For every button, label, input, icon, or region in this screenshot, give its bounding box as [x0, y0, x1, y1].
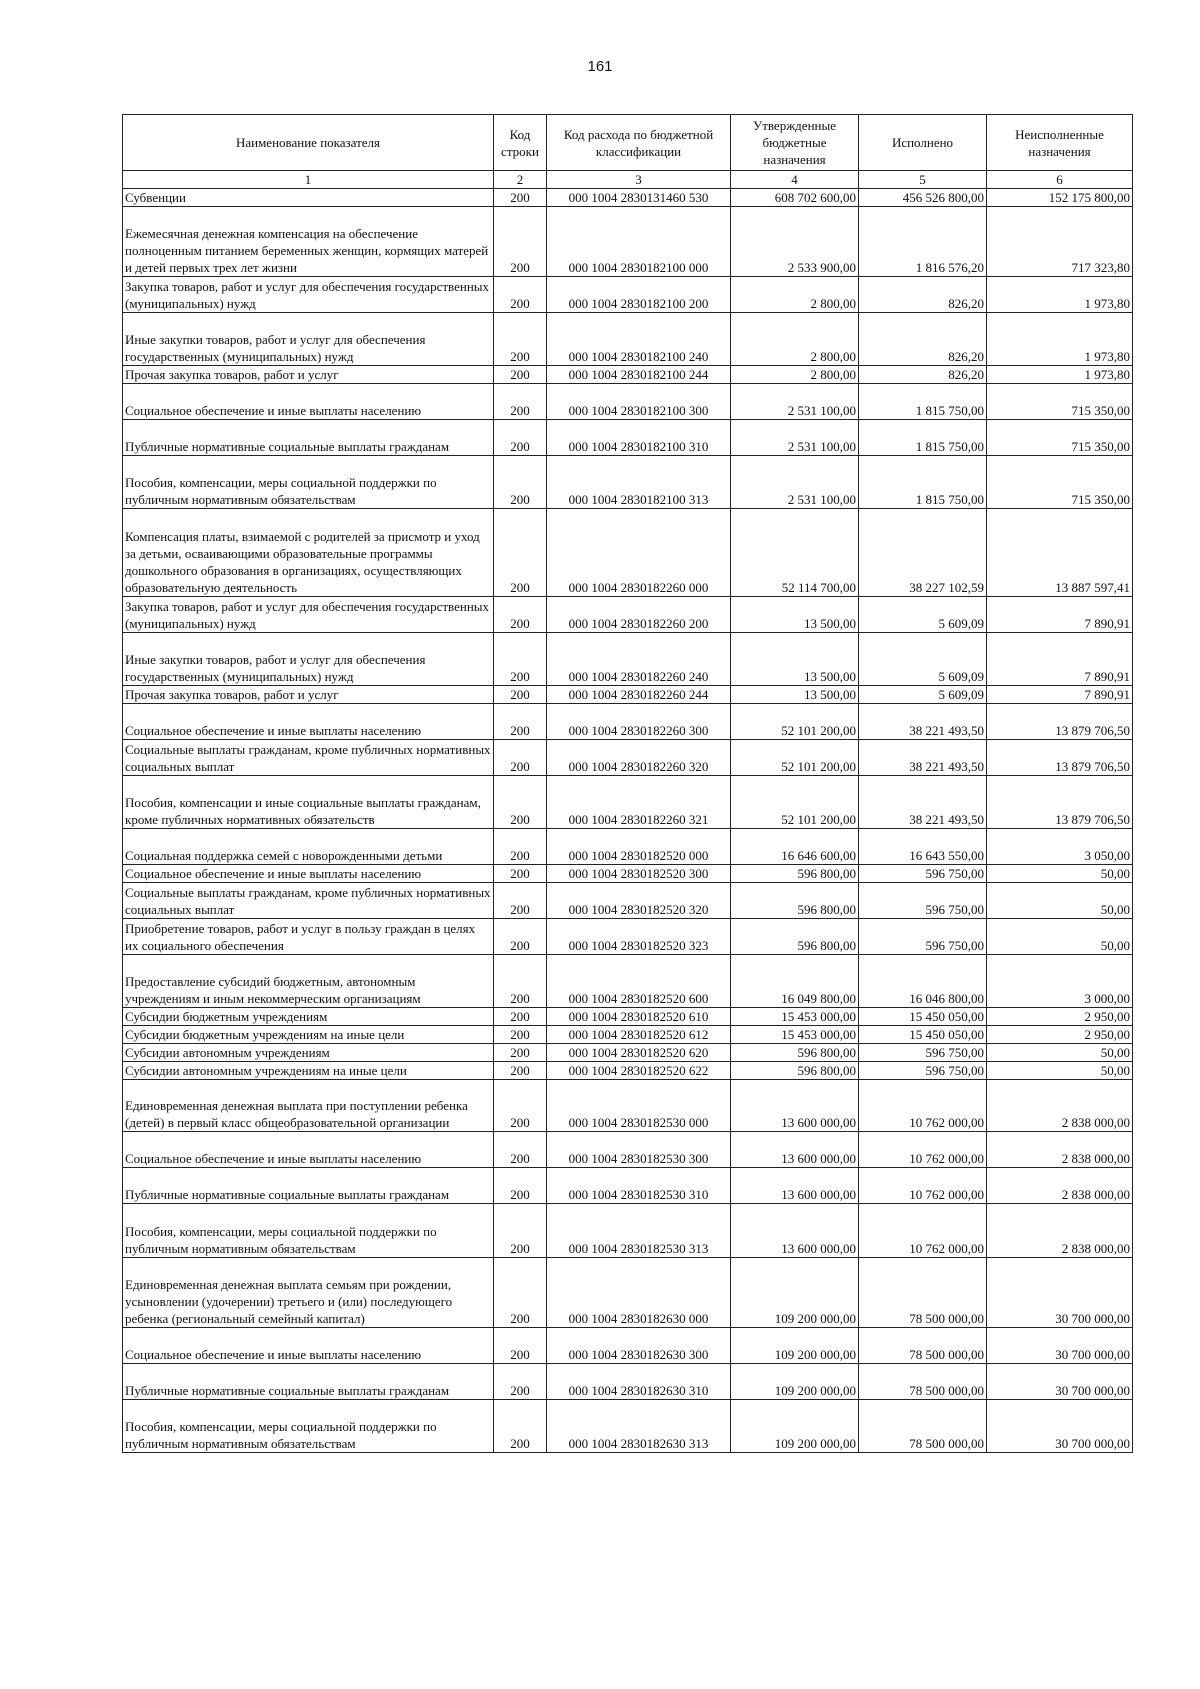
cell-kbk: 000 1004 2830182520 620	[547, 1044, 731, 1062]
cell-kbk: 000 1004 2830182530 000	[547, 1080, 731, 1132]
table-row	[123, 1062, 1133, 1080]
cell-unexecuted: 7 890,91	[987, 597, 1133, 633]
cell-approved: 2 800,00	[731, 366, 859, 384]
cell-executed: 38 227 102,59	[859, 509, 987, 597]
budget-execution-table	[122, 114, 1133, 1453]
cell-code: 200	[494, 1080, 547, 1132]
table-row	[123, 740, 1133, 776]
cell-approved: 2 800,00	[731, 277, 859, 313]
cell-approved: 52 114 700,00	[731, 509, 859, 597]
cell-approved: 13 600 000,00	[731, 1204, 859, 1258]
cell-executed: 16 046 800,00	[859, 955, 987, 1008]
cell-executed: 826,20	[859, 277, 987, 313]
cell-executed: 15 450 050,00	[859, 1008, 987, 1026]
cell-unexecuted: 1 973,80	[987, 277, 1133, 313]
cell-code: 200	[494, 829, 547, 865]
cell-code: 200	[494, 704, 547, 740]
cell-executed: 1 815 750,00	[859, 384, 987, 420]
table-row	[123, 420, 1133, 456]
cell-approved: 2 531 100,00	[731, 384, 859, 420]
table-row	[123, 686, 1133, 704]
page-number: 161	[587, 58, 613, 75]
cell-approved: 596 800,00	[731, 865, 859, 883]
cell-kbk: 000 1004 2830182520 323	[547, 919, 731, 955]
table-row	[123, 1328, 1133, 1364]
table-row	[123, 704, 1133, 740]
cell-code: 200	[494, 1204, 547, 1258]
cell-name: Публичные нормативные социальные выплаты гражданам	[123, 420, 494, 456]
cell-unexecuted: 3 000,00	[987, 955, 1133, 1008]
cell-name: Иные закупки товаров, работ и услуг для обеспечения государственных (муниципальных) нужд	[123, 633, 494, 686]
table-row	[123, 313, 1133, 366]
table-row	[123, 1044, 1133, 1062]
cell-kbk: 000 1004 2830182100 244	[547, 366, 731, 384]
cell-name: Публичные нормативные социальные выплаты гражданам	[123, 1364, 494, 1400]
cell-unexecuted: 30 700 000,00	[987, 1328, 1133, 1364]
cell-approved: 596 800,00	[731, 883, 859, 919]
cell-name: Пособия, компенсации, меры социальной поддержки по публичным нормативным обязательствам	[123, 456, 494, 509]
cell-unexecuted: 2 838 000,00	[987, 1080, 1133, 1132]
cell-code: 200	[494, 1008, 547, 1026]
cell-code: 200	[494, 1026, 547, 1044]
cell-kbk: 000 1004 2830131460 530	[547, 189, 731, 207]
cell-name: Субсидии бюджетным учреждениям	[123, 1008, 494, 1026]
table-row	[123, 366, 1133, 384]
table-row	[123, 919, 1133, 955]
cell-name: Приобретение товаров, работ и услуг в пользу граждан в целях их социального обеспечения	[123, 919, 494, 955]
cell-executed: 78 500 000,00	[859, 1364, 987, 1400]
table-row	[123, 829, 1133, 865]
cell-executed: 10 762 000,00	[859, 1132, 987, 1168]
cell-kbk: 000 1004 2830182260 300	[547, 704, 731, 740]
cell-code: 200	[494, 686, 547, 704]
cell-executed: 15 450 050,00	[859, 1026, 987, 1044]
cell-unexecuted: 13 879 706,50	[987, 776, 1133, 829]
cell-executed: 1 815 750,00	[859, 456, 987, 509]
cell-unexecuted: 50,00	[987, 883, 1133, 919]
cell-executed: 596 750,00	[859, 1062, 987, 1080]
cell-approved: 15 453 000,00	[731, 1026, 859, 1044]
column-number: 2	[494, 171, 547, 189]
cell-executed: 1 815 750,00	[859, 420, 987, 456]
cell-code: 200	[494, 1364, 547, 1400]
cell-unexecuted: 50,00	[987, 1062, 1133, 1080]
cell-approved: 2 533 900,00	[731, 207, 859, 277]
cell-name: Пособия, компенсации, меры социальной поддержки по публичным нормативным обязательствам	[123, 1400, 494, 1453]
cell-unexecuted: 2 838 000,00	[987, 1132, 1133, 1168]
table-row	[123, 456, 1133, 509]
cell-code: 200	[494, 776, 547, 829]
cell-unexecuted: 717 323,80	[987, 207, 1133, 277]
cell-approved: 52 101 200,00	[731, 740, 859, 776]
cell-name: Социальное обеспечение и иные выплаты населению	[123, 1328, 494, 1364]
cell-name: Субсидии автономным учреждениям	[123, 1044, 494, 1062]
cell-kbk: 000 1004 2830182630 000	[547, 1258, 731, 1328]
cell-name: Субсидии автономным учреждениям на иные цели	[123, 1062, 494, 1080]
cell-unexecuted: 50,00	[987, 865, 1133, 883]
cell-code: 200	[494, 1132, 547, 1168]
cell-kbk: 000 1004 2830182530 300	[547, 1132, 731, 1168]
cell-unexecuted: 30 700 000,00	[987, 1364, 1133, 1400]
cell-code: 200	[494, 420, 547, 456]
cell-executed: 5 609,09	[859, 686, 987, 704]
cell-name: Пособия, компенсации и иные социальные выплаты гражданам, кроме публичных нормативных обязательств	[123, 776, 494, 829]
cell-name: Компенсация платы, взимаемой с родителей за присмотр и уход за детьми, осваивающими образовательные программы дошкольного образования в организациях, осуществляющих образовательную деятельность	[123, 509, 494, 597]
header-approved: Утвержденные бюджетные назначения	[731, 115, 859, 171]
header-code: Код строки	[494, 115, 547, 171]
cell-code: 200	[494, 313, 547, 366]
table-row	[123, 955, 1133, 1008]
cell-approved: 608 702 600,00	[731, 189, 859, 207]
cell-unexecuted: 3 050,00	[987, 829, 1133, 865]
cell-kbk: 000 1004 2830182530 310	[547, 1168, 731, 1204]
column-number: 6	[987, 171, 1133, 189]
column-numbers-row	[123, 171, 1133, 189]
cell-kbk: 000 1004 2830182630 313	[547, 1400, 731, 1453]
cell-executed: 38 221 493,50	[859, 776, 987, 829]
cell-unexecuted: 152 175 800,00	[987, 189, 1133, 207]
cell-unexecuted: 30 700 000,00	[987, 1400, 1133, 1453]
cell-executed: 5 609,09	[859, 633, 987, 686]
cell-unexecuted: 13 879 706,50	[987, 704, 1133, 740]
table-row	[123, 776, 1133, 829]
table-body	[123, 189, 1133, 1453]
cell-code: 200	[494, 207, 547, 277]
cell-approved: 16 646 600,00	[731, 829, 859, 865]
cell-name: Субвенции	[123, 189, 494, 207]
header-executed: Исполнено	[859, 115, 987, 171]
cell-code: 200	[494, 633, 547, 686]
cell-kbk: 000 1004 2830182260 200	[547, 597, 731, 633]
cell-name: Прочая закупка товаров, работ и услуг	[123, 366, 494, 384]
cell-unexecuted: 13 879 706,50	[987, 740, 1133, 776]
cell-kbk: 000 1004 2830182100 300	[547, 384, 731, 420]
cell-approved: 2 800,00	[731, 313, 859, 366]
table-row	[123, 384, 1133, 420]
cell-code: 200	[494, 1062, 547, 1080]
cell-approved: 16 049 800,00	[731, 955, 859, 1008]
table-row	[123, 1400, 1133, 1453]
cell-code: 200	[494, 740, 547, 776]
cell-approved: 15 453 000,00	[731, 1008, 859, 1026]
cell-executed: 10 762 000,00	[859, 1168, 987, 1204]
table-row	[123, 865, 1133, 883]
cell-kbk: 000 1004 2830182520 300	[547, 865, 731, 883]
cell-kbk: 000 1004 2830182100 240	[547, 313, 731, 366]
table-row	[123, 509, 1133, 597]
cell-executed: 10 762 000,00	[859, 1080, 987, 1132]
cell-unexecuted: 7 890,91	[987, 686, 1133, 704]
cell-unexecuted: 2 950,00	[987, 1008, 1133, 1026]
cell-code: 200	[494, 597, 547, 633]
cell-code: 200	[494, 509, 547, 597]
cell-code: 200	[494, 366, 547, 384]
table-header-row	[123, 115, 1133, 171]
table-row	[123, 1168, 1133, 1204]
cell-unexecuted: 50,00	[987, 1044, 1133, 1062]
cell-approved: 13 600 000,00	[731, 1132, 859, 1168]
cell-kbk: 000 1004 2830182520 600	[547, 955, 731, 1008]
cell-name: Предоставление субсидий бюджетным, автономным учреждениям и иным некоммерческим организациям	[123, 955, 494, 1008]
cell-code: 200	[494, 1044, 547, 1062]
cell-executed: 10 762 000,00	[859, 1204, 987, 1258]
cell-name: Единовременная денежная выплата при поступлении ребенка (детей) в первый класс общеобразовательной организации	[123, 1080, 494, 1132]
cell-name: Социальное обеспечение и иные выплаты населению	[123, 704, 494, 740]
cell-name: Иные закупки товаров, работ и услуг для обеспечения государственных (муниципальных) нужд	[123, 313, 494, 366]
cell-approved: 596 800,00	[731, 919, 859, 955]
cell-kbk: 000 1004 2830182100 310	[547, 420, 731, 456]
cell-approved: 13 500,00	[731, 686, 859, 704]
cell-kbk: 000 1004 2830182520 320	[547, 883, 731, 919]
cell-kbk: 000 1004 2830182520 610	[547, 1008, 731, 1026]
table-row	[123, 1026, 1133, 1044]
cell-executed: 5 609,09	[859, 597, 987, 633]
cell-unexecuted: 2 838 000,00	[987, 1168, 1133, 1204]
cell-approved: 2 531 100,00	[731, 420, 859, 456]
column-number: 1	[123, 171, 494, 189]
table-row	[123, 597, 1133, 633]
cell-approved: 52 101 200,00	[731, 776, 859, 829]
cell-approved: 596 800,00	[731, 1062, 859, 1080]
cell-approved: 109 200 000,00	[731, 1400, 859, 1453]
cell-kbk: 000 1004 2830182530 313	[547, 1204, 731, 1258]
cell-name: Социальные выплаты гражданам, кроме публичных нормативных социальных выплат	[123, 883, 494, 919]
column-number: 4	[731, 171, 859, 189]
cell-name: Прочая закупка товаров, работ и услуг	[123, 686, 494, 704]
cell-unexecuted: 7 890,91	[987, 633, 1133, 686]
cell-code: 200	[494, 919, 547, 955]
cell-executed: 456 526 800,00	[859, 189, 987, 207]
cell-code: 200	[494, 865, 547, 883]
cell-kbk: 000 1004 2830182520 000	[547, 829, 731, 865]
cell-code: 200	[494, 277, 547, 313]
cell-unexecuted: 715 350,00	[987, 420, 1133, 456]
cell-kbk: 000 1004 2830182630 310	[547, 1364, 731, 1400]
cell-kbk: 000 1004 2830182260 000	[547, 509, 731, 597]
cell-unexecuted: 50,00	[987, 919, 1133, 955]
cell-executed: 16 643 550,00	[859, 829, 987, 865]
header-kbk: Код расхода по бюджетной классификации	[547, 115, 731, 171]
cell-approved: 109 200 000,00	[731, 1364, 859, 1400]
cell-kbk: 000 1004 2830182260 320	[547, 740, 731, 776]
cell-executed: 78 500 000,00	[859, 1328, 987, 1364]
cell-executed: 78 500 000,00	[859, 1400, 987, 1453]
column-number: 3	[547, 171, 731, 189]
table-row	[123, 1080, 1133, 1132]
cell-code: 200	[494, 1400, 547, 1453]
cell-unexecuted: 2 838 000,00	[987, 1204, 1133, 1258]
cell-unexecuted: 30 700 000,00	[987, 1258, 1133, 1328]
cell-name: Социальные выплаты гражданам, кроме публичных нормативных социальных выплат	[123, 740, 494, 776]
cell-name: Единовременная денежная выплата семьям при рождении, усыновлении (удочерении) третьего и (или) последующего ребенка (региональный семейный капитал)	[123, 1258, 494, 1328]
cell-approved: 52 101 200,00	[731, 704, 859, 740]
cell-name: Социальная поддержка семей с новорожденными детьми	[123, 829, 494, 865]
table-row	[123, 633, 1133, 686]
cell-executed: 596 750,00	[859, 919, 987, 955]
cell-approved: 2 531 100,00	[731, 456, 859, 509]
cell-name: Закупка товаров, работ и услуг для обеспечения государственных (муниципальных) нужд	[123, 277, 494, 313]
cell-approved: 13 600 000,00	[731, 1080, 859, 1132]
cell-executed: 826,20	[859, 366, 987, 384]
cell-name: Ежемесячная денежная компенсация на обеспечение полноценным питанием беременных женщин, кормящих матерей и детей первых трех лет жизни	[123, 207, 494, 277]
cell-code: 200	[494, 1258, 547, 1328]
table-row	[123, 1008, 1133, 1026]
cell-approved: 109 200 000,00	[731, 1258, 859, 1328]
cell-name: Закупка товаров, работ и услуг для обеспечения государственных (муниципальных) нужд	[123, 597, 494, 633]
cell-kbk: 000 1004 2830182100 313	[547, 456, 731, 509]
cell-executed: 38 221 493,50	[859, 704, 987, 740]
table-row	[123, 1364, 1133, 1400]
cell-executed: 596 750,00	[859, 1044, 987, 1062]
cell-executed: 78 500 000,00	[859, 1258, 987, 1328]
cell-approved: 596 800,00	[731, 1044, 859, 1062]
table-row	[123, 883, 1133, 919]
table-row	[123, 189, 1133, 207]
cell-code: 200	[494, 883, 547, 919]
cell-executed: 826,20	[859, 313, 987, 366]
cell-code: 200	[494, 189, 547, 207]
cell-approved: 13 500,00	[731, 597, 859, 633]
cell-name: Социальное обеспечение и иные выплаты населению	[123, 865, 494, 883]
cell-kbk: 000 1004 2830182260 244	[547, 686, 731, 704]
cell-code: 200	[494, 1168, 547, 1204]
cell-name: Субсидии бюджетным учреждениям на иные цели	[123, 1026, 494, 1044]
cell-executed: 38 221 493,50	[859, 740, 987, 776]
cell-code: 200	[494, 456, 547, 509]
cell-kbk: 000 1004 2830182100 000	[547, 207, 731, 277]
cell-executed: 596 750,00	[859, 883, 987, 919]
cell-kbk: 000 1004 2830182260 321	[547, 776, 731, 829]
cell-executed: 1 816 576,20	[859, 207, 987, 277]
header-unexecuted: Неисполненные назначения	[987, 115, 1133, 171]
cell-approved: 13 600 000,00	[731, 1168, 859, 1204]
cell-code: 200	[494, 955, 547, 1008]
cell-approved: 13 500,00	[731, 633, 859, 686]
cell-name: Социальное обеспечение и иные выплаты населению	[123, 1132, 494, 1168]
cell-approved: 109 200 000,00	[731, 1328, 859, 1364]
table-row	[123, 1132, 1133, 1168]
table-row	[123, 1258, 1133, 1328]
cell-kbk: 000 1004 2830182630 300	[547, 1328, 731, 1364]
cell-code: 200	[494, 384, 547, 420]
cell-kbk: 000 1004 2830182520 612	[547, 1026, 731, 1044]
cell-unexecuted: 1 973,80	[987, 313, 1133, 366]
cell-name: Пособия, компенсации, меры социальной поддержки по публичным нормативным обязательствам	[123, 1204, 494, 1258]
table-row	[123, 207, 1133, 277]
cell-unexecuted: 13 887 597,41	[987, 509, 1133, 597]
cell-executed: 596 750,00	[859, 865, 987, 883]
table-row	[123, 1204, 1133, 1258]
cell-kbk: 000 1004 2830182100 200	[547, 277, 731, 313]
cell-unexecuted: 715 350,00	[987, 384, 1133, 420]
cell-unexecuted: 2 950,00	[987, 1026, 1133, 1044]
table-row	[123, 277, 1133, 313]
cell-unexecuted: 1 973,80	[987, 366, 1133, 384]
header-name: Наименование показателя	[123, 115, 494, 171]
cell-kbk: 000 1004 2830182260 240	[547, 633, 731, 686]
cell-unexecuted: 715 350,00	[987, 456, 1133, 509]
column-number: 5	[859, 171, 987, 189]
cell-code: 200	[494, 1328, 547, 1364]
cell-kbk: 000 1004 2830182520 622	[547, 1062, 731, 1080]
cell-name: Социальное обеспечение и иные выплаты населению	[123, 384, 494, 420]
cell-name: Публичные нормативные социальные выплаты гражданам	[123, 1168, 494, 1204]
